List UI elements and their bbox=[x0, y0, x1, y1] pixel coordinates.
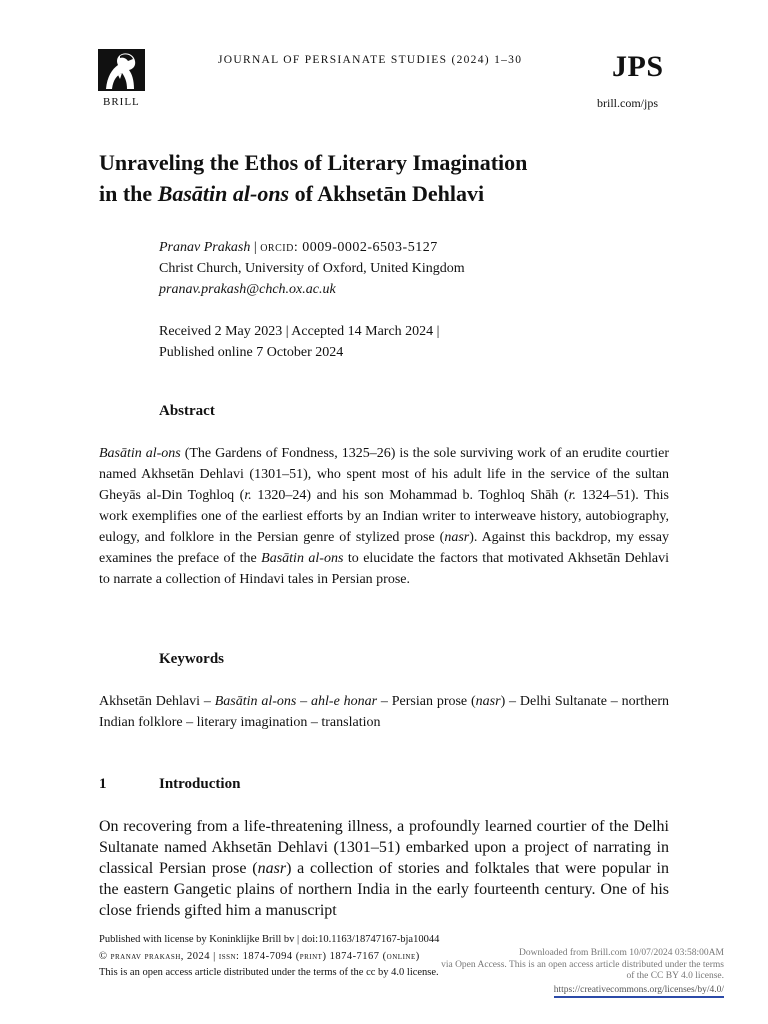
affiliation: Christ Church, University of Oxford, United Kingdom bbox=[159, 261, 465, 276]
keyword-span: Akhsetān Dehlavi – bbox=[99, 694, 215, 709]
body-span: On recovering from a life-threatening illness, a profoundly learned courtier of the Delhi Sultanate named Akhsetān Dehlavi (1301–51) embarked upon a project of narrating in classical Persian prose ( bbox=[99, 818, 669, 877]
title-line-1: Unraveling the Ethos of Literary Imagination bbox=[99, 150, 528, 175]
title-line-2-pre: in the bbox=[99, 181, 158, 206]
abstract-text bbox=[99, 443, 669, 590]
keyword-span: – Persian prose ( bbox=[377, 694, 476, 709]
title-line-2-italic: Basātin al-ons bbox=[157, 181, 290, 206]
download-watermark bbox=[441, 948, 724, 983]
publisher-name: BRILL bbox=[103, 96, 140, 108]
keyword-span: – bbox=[296, 694, 312, 709]
abstract-span: (The Gardens of Fondness, 1325–26) is the sole surviving work of an erudite courtier named Akhsetān Dehlavi (1301–51), who spent most of his adult life in the service of the sultan Gheyās al-Din Toghloq ( bbox=[99, 446, 669, 503]
published-date: Published online 7 October 2024 bbox=[159, 345, 344, 360]
article-title bbox=[99, 147, 679, 209]
abstract-italic: Basātin al-ons bbox=[261, 551, 344, 566]
received-accepted-dates: Received 2 May 2023 | Accepted 14 March 2024 | bbox=[159, 324, 440, 339]
journal-abbreviation: JPS bbox=[612, 50, 664, 83]
license-link[interactable]: https://creativecommons.org/licenses/by/4.0/ bbox=[554, 985, 724, 998]
keyword-italic: nasr bbox=[475, 694, 501, 709]
keyword-italic: Basātin al-ons bbox=[214, 694, 297, 709]
abstract-span: 1320–24) and his son Mohammad b. Toghloq Shāh ( bbox=[251, 488, 569, 503]
body-italic: nasr bbox=[257, 860, 287, 877]
section-title: Introduction bbox=[159, 776, 241, 792]
copyright-issn-line: © pranav prakash, 2024 | issn: 1874-7094 (print) 1874-7167 (online) bbox=[99, 951, 420, 962]
open-access-line: This is an open access article distributed under the terms of the cc by 4.0 license. bbox=[99, 967, 439, 978]
license-doi-line: Published with license by Koninklijke Brill bv | doi:10.1163/18747167-bja10044 bbox=[99, 934, 440, 945]
watermark-line: via Open Access. This is an open access article distributed under the terms bbox=[441, 959, 724, 970]
author-line: Pranav Prakash | orcid: 0009-0002-6503-5127 bbox=[159, 240, 438, 255]
keywords-list bbox=[99, 691, 669, 733]
abstract-heading: Abstract bbox=[159, 403, 215, 419]
abstract-italic: Basātin al-ons bbox=[99, 446, 181, 461]
abstract-span: ). Against this backdrop, my essay examines the preface of the bbox=[99, 530, 669, 566]
journal-url[interactable]: brill.com/jps bbox=[597, 96, 658, 110]
body-paragraph bbox=[99, 816, 669, 921]
keywords-heading: Keywords bbox=[159, 651, 224, 667]
watermark-line: of the CC BY 4.0 license. bbox=[626, 971, 724, 981]
abstract-italic: r. bbox=[568, 488, 577, 503]
title-line-2-post: of Akhsetān Dehlavi bbox=[289, 181, 485, 206]
abstract-span: to elucidate the factors that motivated Akhsetān Dehlavi to narrate a collection of Hindavi tales in Persian prose. bbox=[99, 551, 670, 587]
author-name: Pranav Prakash bbox=[159, 240, 251, 255]
orcid[interactable]: orcid: 0009-0002-6503-5127 bbox=[260, 240, 438, 255]
keyword-span: ) – Delhi Sultanate – northern Indian folklore – literary imagination – translation bbox=[99, 694, 670, 730]
body-span: ) a collection of stories and folktales that were popular in the eastern Gangetic plains of northern India in the early fourteenth century. One of his close friends gifted him a manuscript bbox=[99, 860, 670, 919]
abstract-span: 1324–51). This work exemplifies one of the earliest efforts by an Indian writer to interweave history, autobiography, eulogy, and folklore in the Persian genre of stylized prose ( bbox=[99, 488, 669, 545]
abstract-italic: r. bbox=[244, 488, 252, 503]
keyword-italic: ahl-e honar bbox=[311, 694, 378, 709]
section-number: 1 bbox=[99, 776, 107, 792]
journal-running-head: JOURNAL OF PERSIANATE STUDIES (2024) 1–30 bbox=[218, 54, 523, 66]
brill-logo-icon bbox=[98, 49, 145, 91]
abstract-italic: nasr bbox=[444, 530, 470, 545]
watermark-line: Downloaded from Brill.com 10/07/2024 03:58:00AM bbox=[518, 948, 724, 958]
author-email[interactable]: pranav.prakash@chch.ox.ac.uk bbox=[159, 282, 336, 297]
